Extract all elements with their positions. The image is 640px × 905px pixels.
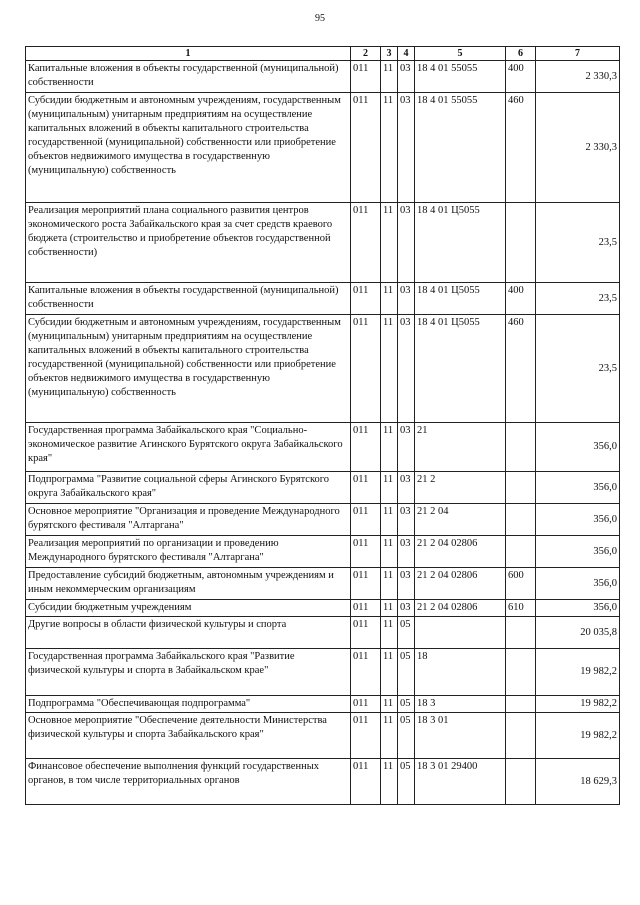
row-amount: 19 982,2 [536,649,620,696]
row-col-2: 011 [351,713,381,759]
row-name: Другие вопросы в области физической культуры и спорта [26,617,351,649]
row-col-2: 011 [351,600,381,617]
budget-table [25,46,620,805]
row-col-6: 610 [506,600,536,617]
table-row [26,423,620,472]
row-name: Основное мероприятие "Организация и проведение Международного бурятского фестиваля "Алтаргана" [26,504,351,536]
row-col-3: 11 [381,203,398,283]
row-col-5: 18 3 [415,696,506,713]
row-col-5: 21 2 04 02806 [415,600,506,617]
row-col-4: 05 [398,713,415,759]
row-amount: 23,5 [536,315,620,423]
row-col-2: 011 [351,203,381,283]
row-amount: 20 035,8 [536,617,620,649]
row-name: Предоставление субсидий бюджетным, автономным учреждениям и иным некоммерческим организациям [26,568,351,600]
row-col-5: 18 4 01 55055 [415,93,506,203]
header-row [26,47,620,61]
header-col-5: 5 [415,47,506,61]
row-col-6 [506,423,536,472]
table-row [26,203,620,283]
table-row [26,600,620,617]
row-col-4: 05 [398,649,415,696]
row-col-4: 03 [398,315,415,423]
table-row [26,713,620,759]
row-name: Реализация мероприятий плана социального развития центров экономического роста Забайкальского края за счет средств краевого бюджета (строительство и приобретение объектов государственной собственности) [26,203,351,283]
row-col-6: 600 [506,568,536,600]
row-amount: 356,0 [536,423,620,472]
row-col-3: 11 [381,93,398,203]
row-col-4: 03 [398,472,415,504]
row-col-4: 03 [398,423,415,472]
table-row [26,283,620,315]
table-row [26,759,620,805]
row-amount: 18 629,3 [536,759,620,805]
row-col-6: 400 [506,61,536,93]
row-col-3: 11 [381,536,398,568]
row-name: Государственная программа Забайкальского края "Развитие физической культуры и спорта в Забайкальском крае" [26,649,351,696]
row-col-2: 011 [351,315,381,423]
row-name: Субсидии бюджетным учреждениям [26,600,351,617]
row-name: Подпрограмма "Развитие социальной сферы Агинского Бурятского округа Забайкальского края" [26,472,351,504]
row-amount: 2 330,3 [536,61,620,93]
row-col-4: 05 [398,759,415,805]
row-col-5: 18 4 01 Ц5055 [415,315,506,423]
row-col-5: 18 3 01 [415,713,506,759]
row-col-5: 21 2 [415,472,506,504]
row-col-6 [506,617,536,649]
row-amount: 356,0 [536,504,620,536]
row-col-4: 05 [398,617,415,649]
table-row [26,472,620,504]
row-amount: 23,5 [536,203,620,283]
row-amount: 356,0 [536,536,620,568]
row-col-5 [415,617,506,649]
table-row [26,61,620,93]
row-col-6: 460 [506,315,536,423]
row-name: Субсидии бюджетным и автономным учреждениям, государственным (муниципальным) унитарным предприятиям на осуществление капитальных вложений в объекты капитального строительства государственной (муниципальной) собственности или приобретение объектов недвижимого имущества в государственную (муниципальную) собственность [26,93,351,203]
row-col-6 [506,504,536,536]
row-col-2: 011 [351,472,381,504]
row-col-2: 011 [351,61,381,93]
row-amount: 19 982,2 [536,713,620,759]
row-amount: 23,5 [536,283,620,315]
row-col-4: 03 [398,93,415,203]
row-col-5: 21 2 04 [415,504,506,536]
header-col-7: 7 [536,47,620,61]
row-col-3: 11 [381,759,398,805]
table-row [26,649,620,696]
row-col-4: 03 [398,203,415,283]
row-col-3: 11 [381,472,398,504]
header-col-3: 3 [381,47,398,61]
row-name: Капитальные вложения в объекты государственной (муниципальной) собственности [26,61,351,93]
row-name: Финансовое обеспечение выполнения функций государственных органов, в том числе территориальных органов [26,759,351,805]
row-col-4: 03 [398,536,415,568]
row-col-3: 11 [381,315,398,423]
row-col-2: 011 [351,617,381,649]
row-col-2: 011 [351,759,381,805]
row-col-6 [506,759,536,805]
header-col-6: 6 [506,47,536,61]
row-col-2: 011 [351,649,381,696]
row-col-5: 21 [415,423,506,472]
row-name: Подпрограмма "Обеспечивающая подпрограмма" [26,696,351,713]
row-col-2: 011 [351,93,381,203]
row-col-6 [506,472,536,504]
row-col-5: 18 [415,649,506,696]
row-col-2: 011 [351,283,381,315]
table-row [26,568,620,600]
row-col-4: 03 [398,600,415,617]
row-col-3: 11 [381,568,398,600]
row-col-6 [506,203,536,283]
header-col-1: 1 [26,47,351,61]
row-col-2: 011 [351,696,381,713]
row-col-6 [506,713,536,759]
row-col-3: 11 [381,649,398,696]
table-row [26,504,620,536]
row-col-6 [506,696,536,713]
row-col-4: 03 [398,283,415,315]
row-col-4: 03 [398,568,415,600]
row-col-5: 18 4 01 55055 [415,61,506,93]
row-amount: 356,0 [536,568,620,600]
row-name: Капитальные вложения в объекты государственной (муниципальной) собственности [26,283,351,315]
row-col-3: 11 [381,423,398,472]
table-row [26,93,620,203]
page-number: 95 [315,13,325,24]
row-col-3: 11 [381,61,398,93]
row-col-5: 18 4 01 Ц5055 [415,283,506,315]
row-col-2: 011 [351,568,381,600]
row-name: Основное мероприятие "Обеспечение деятельности Министерства физической культуры и спорта Забайкальского края" [26,713,351,759]
row-col-6: 460 [506,93,536,203]
row-name: Реализация мероприятий по организации и проведению Международного бурятского фестиваля "Алтаргана" [26,536,351,568]
table-row [26,617,620,649]
table-row [26,536,620,568]
table-row [26,696,620,713]
row-col-3: 11 [381,283,398,315]
header-col-4: 4 [398,47,415,61]
row-col-6 [506,536,536,568]
row-col-5: 21 2 04 02806 [415,568,506,600]
row-col-2: 011 [351,504,381,536]
row-col-5: 21 2 04 02806 [415,536,506,568]
row-col-4: 03 [398,61,415,93]
row-col-2: 011 [351,536,381,568]
row-col-3: 11 [381,696,398,713]
row-col-3: 11 [381,504,398,536]
row-amount: 356,0 [536,472,620,504]
row-amount: 2 330,3 [536,93,620,203]
row-col-5: 18 3 01 29400 [415,759,506,805]
row-col-6 [506,649,536,696]
row-col-5: 18 4 01 Ц5055 [415,203,506,283]
row-name: Субсидии бюджетным и автономным учреждениям, государственным (муниципальным) унитарным предприятиям на осуществление капитальных вложений в объекты капитального строительства государственной (муниципальной) собственности или приобретение объектов недвижимого имущества в государственную (муниципальную) собственность [26,315,351,423]
row-col-2: 011 [351,423,381,472]
row-amount: 19 982,2 [536,696,620,713]
row-col-3: 11 [381,600,398,617]
row-col-4: 05 [398,696,415,713]
table-row [26,315,620,423]
header-col-2: 2 [351,47,381,61]
row-col-3: 11 [381,713,398,759]
row-name: Государственная программа Забайкальского края "Социально-экономическое развитие Агинского Бурятского округа Забайкальского края" [26,423,351,472]
row-col-4: 03 [398,504,415,536]
row-amount: 356,0 [536,600,620,617]
row-col-6: 400 [506,283,536,315]
row-col-3: 11 [381,617,398,649]
